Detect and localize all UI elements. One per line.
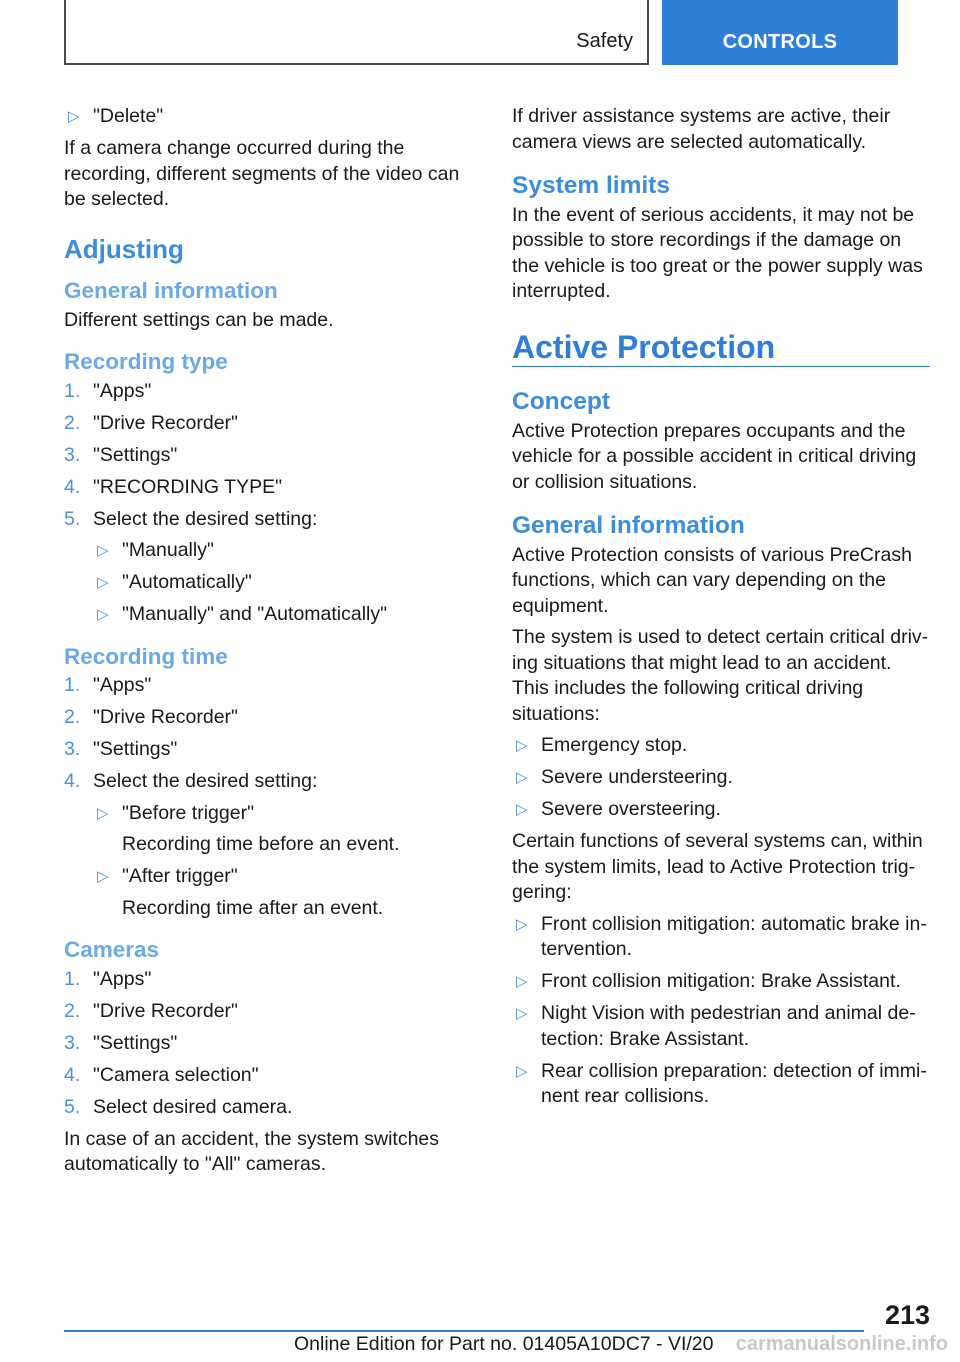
- adjusting-heading: Adjusting: [64, 233, 184, 264]
- list-item: 3. "Settings": [64, 1031, 178, 1054]
- delete-option-list: [64, 104, 464, 130]
- list-item: ▷ Front collision mitigation: Brake Assistant.: [512, 969, 930, 995]
- list-item: 3. "Settings": [64, 738, 178, 760]
- footer-edition: Online Edition for Part no. 01405A10DC7 - VI/20: [294, 1333, 714, 1355]
- recording-type-heading: Recording type: [64, 349, 228, 374]
- header-section-box: [64, 0, 649, 65]
- list-item: 1. "Apps": [64, 967, 152, 990]
- assist-text: If driver assistance systems are active, their camera views are selected automatically.: [512, 105, 891, 153]
- functions-text: Certain functions of several systems can, within the system limits, lead to Active Protection triggering:: [512, 830, 923, 903]
- list-item: ▷ "Automatically": [93, 570, 464, 596]
- list-item: ▷ Severe understeering.: [512, 765, 930, 791]
- triangle-bullet-icon: ▷: [97, 868, 109, 885]
- header-chapter-label: CONTROLS: [722, 31, 838, 53]
- general-info-heading-right: General information: [512, 512, 745, 539]
- list-item: 2. "Drive Recorder": [64, 706, 238, 728]
- list-item: ▷ "Before trigger" Recording time before an event.: [97, 801, 400, 855]
- triangle-bullet-icon: ▷: [68, 108, 80, 125]
- triangle-bullet-icon: ▷: [97, 606, 109, 623]
- list-item: ▷ "Manually": [93, 538, 464, 564]
- triangle-bullet-icon: ▷: [97, 804, 109, 822]
- recording-time-options: [93, 801, 464, 922]
- triangle-bullet-icon: ▷: [97, 574, 109, 591]
- concept-heading: Concept: [512, 388, 610, 415]
- system-limits-heading: System limits: [512, 172, 670, 199]
- page-number: 213: [884, 1300, 930, 1330]
- triangle-bullet-icon: ▷: [516, 973, 528, 990]
- triangle-bullet-icon: ▷: [97, 542, 109, 559]
- left-column: [64, 104, 464, 1184]
- list-item: ▷ "Delete": [64, 104, 464, 130]
- list-item: 2. "Drive Recorder": [64, 411, 238, 434]
- list-item: 5. Select desired camera.: [64, 1095, 293, 1118]
- list-item: 4. "RECORDING TYPE": [64, 475, 283, 498]
- functions-list: [512, 912, 930, 1110]
- cameras-text: In case of an accident, the system switches automatically to "All" cameras.: [64, 1127, 440, 1175]
- cameras-steps: [64, 967, 464, 1121]
- header-chapter-tab[interactable]: [662, 0, 898, 65]
- triangle-bullet-icon: ▷: [516, 801, 528, 818]
- right-column: [512, 104, 930, 1116]
- list-item: ▷ Night Vision with pedestrian and animal detection: Brake Assistant.: [516, 1002, 916, 1050]
- concept-text: Active Protection prepares occupants and the vehicle for a possible accident in critical driving or collision situations.: [512, 419, 917, 493]
- general-info-heading: General information: [64, 278, 278, 303]
- critical-situations-list: [512, 733, 930, 823]
- cameras-heading: Cameras: [64, 937, 160, 962]
- list-item: ▷ "After trigger" Recording time after an event.: [97, 865, 384, 919]
- watermark: carmanualsonline.info: [735, 1333, 948, 1355]
- camera-change-text: If a camera change occurred during the recording, different segments of the video can be selected.: [64, 137, 460, 210]
- list-item: 1. "Apps": [64, 379, 152, 402]
- list-item: 1. "Apps": [64, 674, 152, 696]
- triangle-bullet-icon: ▷: [516, 1062, 528, 1080]
- list-item: ▷ Severe oversteering.: [512, 797, 930, 823]
- general-text-1: Active Protection consists of various PreCrash functions, which can vary depending on the equipment.: [512, 543, 912, 617]
- general-text-2: The system is used to detect certain critical driving situations that might lead to an accident. This includes the following critical driving situations:: [512, 626, 929, 725]
- triangle-bullet-icon: ▷: [516, 915, 528, 933]
- recording-time-steps: [64, 673, 464, 921]
- list-item: ▷ "Manually" and "Automatically": [93, 602, 464, 628]
- list-item: ▷ Rear collision preparation: detection of imminent rear collisions.: [516, 1059, 927, 1107]
- list-item: ▷ Front collision mitigation: automatic brake intervention.: [516, 912, 927, 960]
- recording-type-steps: [64, 379, 464, 628]
- triangle-bullet-icon: ▷: [516, 769, 528, 786]
- list-item: ▷ Emergency stop.: [512, 733, 930, 759]
- recording-type-options: [93, 538, 464, 628]
- footer-divider: [64, 1330, 864, 1332]
- recording-time-heading: Recording time: [64, 643, 228, 669]
- active-protection-heading: Active Protection: [512, 335, 930, 368]
- header-section-label: Safety: [576, 30, 633, 52]
- triangle-bullet-icon: ▷: [516, 1005, 528, 1022]
- list-item: 3. "Settings": [64, 443, 178, 466]
- system-limits-text: In the event of serious accidents, it may not be possible to store recordings if the damage on the vehicle is too great or the power supply was interrupted.: [512, 203, 923, 302]
- list-item: 5. Select the desired setting: ▷ "Manually" ▷ "Automatically" ▷ "Manually" and "Automatically": [64, 507, 464, 628]
- list-item: 4. "Camera selection": [64, 1063, 259, 1086]
- list-item: 2. "Drive Recorder": [64, 999, 238, 1022]
- triangle-bullet-icon: ▷: [516, 737, 528, 754]
- list-item: 4. Select the desired setting: ▷ "Before trigger" Recording time before an event. ▷ "After trigger" Recording time after an event.: [64, 769, 464, 921]
- general-info-text: Different settings can be made.: [64, 308, 334, 331]
